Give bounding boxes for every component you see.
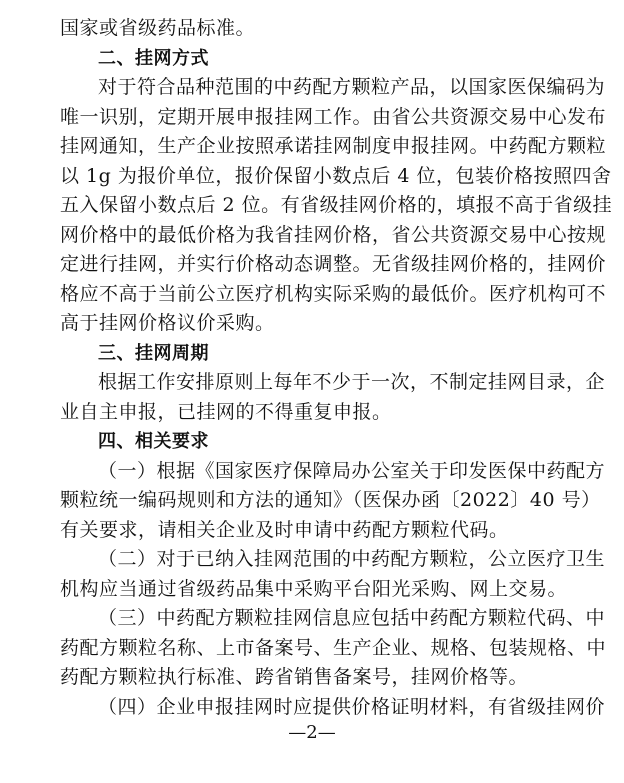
text-line: 唯一识别，定期开展申报挂网工作。由省公共资源交易中心发布 [60, 105, 607, 128]
text-line: 根据工作安排原则上每年不少于一次，不制定挂网目录，企 [98, 371, 606, 393]
page-number: —2— [288, 722, 336, 743]
text-line: 对于符合品种范围的中药配方颗粒产品，以国家医保编码为 [98, 76, 606, 98]
text-line: 以 1g 为报价单位，报价保留小数点后 4 位，包装价格按照四舍 [60, 164, 612, 187]
text-line: 药配方颗粒执行标准、跨省销售备案号，挂网价格等。 [60, 666, 529, 688]
text-line: 网价格中的最低价格为我省挂网价格，省公共资源交易中心按规 [60, 223, 607, 246]
text-line: （四）企业申报挂网时应提供价格证明材料，有省级挂网价 [98, 695, 606, 718]
section-heading: 三、挂网周期 [98, 342, 209, 364]
text-line: 挂网通知，生产企业按照承诺挂网制度申报挂网。中药配方颗粒 [60, 135, 607, 157]
text-line: 五入保留小数点后 2 位。有省级挂网价格的，填报不高于省级挂 [60, 194, 613, 216]
text-line: 药配方颗粒名称、上市备案号、生产企业、规格、包装规格、中 [60, 636, 607, 659]
text-line: 机构应当通过省级药品集中采购平台阳光采购、网上交易。 [60, 577, 568, 600]
text-line: （三）中药配方颗粒挂网信息应包括中药配方颗粒代码、中 [98, 607, 606, 629]
text-line: 颗粒统一编码规则和方法的通知》（医保办函〔2022〕40 号） [60, 489, 601, 511]
text-line: 有关要求，请相关企业及时申请中药配方颗粒代码。 [60, 518, 509, 541]
text-line: （二）对于已纳入挂网范围的中药配方颗粒，公立医疗卫生 [98, 548, 606, 570]
text-line: 定进行挂网，并实行价格动态调整。无省级挂网价格的，挂网价 [60, 253, 607, 275]
text-line: 格应不高于当前公立医疗机构实际采购的最低价。医疗机构可不 [60, 282, 607, 305]
text-line: 业自主申报，已挂网的不得重复申报。 [60, 400, 392, 423]
section-heading: 四、相关要求 [98, 431, 209, 452]
section-heading: 二、挂网方式 [98, 47, 209, 69]
text-line: （一）根据《国家医疗保障局办公室关于印发医保中药配方 [98, 459, 606, 482]
text-line: 高于挂网价格议价采购。 [60, 312, 275, 334]
text-line: 国家或省级药品标准。 [60, 17, 256, 39]
document-page [60, 14, 613, 722]
